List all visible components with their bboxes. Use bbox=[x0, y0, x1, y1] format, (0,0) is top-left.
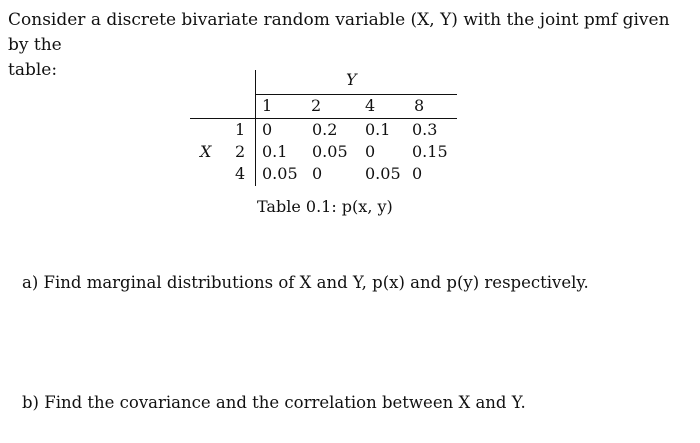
table-vertical-rule bbox=[255, 70, 256, 186]
column-variable-label: Y bbox=[346, 70, 357, 89]
table-cell: 0.2 bbox=[312, 120, 338, 139]
question-text: Find the covariance and the correlation between X and Y. bbox=[44, 393, 526, 412]
table-cell: 0.1 bbox=[262, 142, 288, 161]
table-cell: 0.05 bbox=[365, 164, 401, 183]
row-header: 1 bbox=[235, 120, 246, 139]
table-cell: 0 bbox=[312, 164, 323, 183]
table-cell: 0.05 bbox=[312, 142, 348, 161]
table-header-rule bbox=[255, 94, 457, 95]
column-header: 1 bbox=[262, 96, 273, 115]
column-header: 2 bbox=[311, 96, 322, 115]
table-caption: Table 0.1: p(x, y) bbox=[257, 197, 393, 216]
problem-intro-line-2: table: bbox=[8, 60, 58, 80]
question-a bbox=[22, 272, 589, 294]
table-body-rule bbox=[190, 118, 457, 119]
table-cell: 0.1 bbox=[365, 120, 391, 139]
table-cell: 0.15 bbox=[412, 142, 448, 161]
row-variable-label: X bbox=[200, 142, 212, 161]
question-text: Find marginal distributions of X and Y, p(x) and p(y) respectively. bbox=[43, 273, 589, 292]
table-cell: 0 bbox=[412, 164, 423, 183]
problem-intro-line-1: Consider a discrete bivariate random variable (X, Y) with the joint pmf given by the bbox=[8, 10, 670, 55]
question-label: a) bbox=[22, 273, 39, 292]
joint-pmf-table bbox=[190, 70, 458, 188]
question-label: b) bbox=[22, 393, 39, 412]
table-cell: 0 bbox=[365, 142, 376, 161]
question-b bbox=[22, 392, 526, 414]
row-header: 4 bbox=[235, 164, 246, 183]
table-cell: 0 bbox=[262, 120, 273, 139]
table-cell: 0.3 bbox=[412, 120, 438, 139]
column-header: 4 bbox=[365, 96, 376, 115]
column-header: 8 bbox=[414, 96, 425, 115]
table-cell: 0.05 bbox=[262, 164, 298, 183]
row-header: 2 bbox=[235, 142, 246, 161]
